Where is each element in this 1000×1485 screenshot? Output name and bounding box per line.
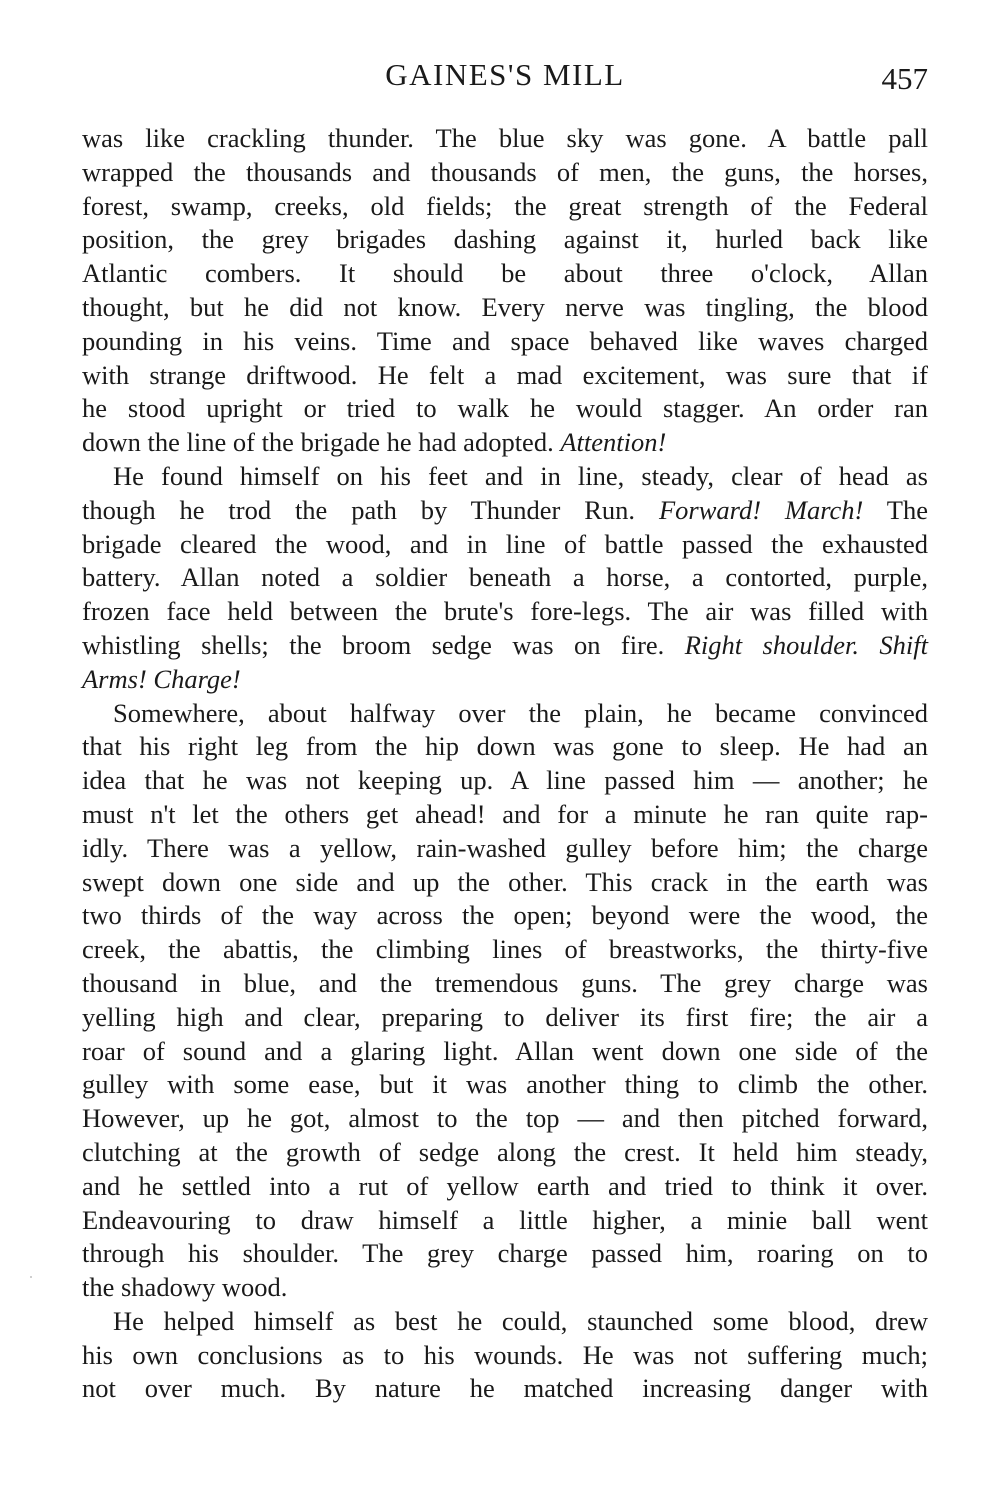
text-line	[82, 1102, 928, 1136]
text-line	[82, 1136, 928, 1170]
text-segment: swept down one side and up the other. This crack in the earth was	[82, 866, 928, 897]
italic-text: Right shoulder. Shift	[684, 629, 928, 660]
running-title: GAINES'S MILL	[385, 57, 625, 92]
text-line	[82, 1339, 928, 1373]
text-line	[82, 426, 928, 460]
text-segment: Atlantic combers. It should be about three o'clock, Allan	[82, 258, 928, 289]
text-segment: his own conclusions as to his wounds. He was not suffering much;	[82, 1339, 928, 1370]
text-segment: forest, swamp, creeks, old fields; the great strength of the Federal	[82, 190, 928, 221]
text-line	[82, 257, 928, 291]
text-line	[82, 1372, 928, 1406]
text-segment: idea that he was not keeping up. A line passed him — another; he	[82, 765, 928, 796]
text-segment: the shadowy wood.	[82, 1272, 288, 1303]
text-line	[82, 798, 928, 832]
text-line	[82, 190, 928, 224]
text-segment: that his right leg from the hip down was gone to sleep. He had an	[82, 731, 928, 762]
text-segment: thought, but he did not know. Every nerve was tingling, the blood	[82, 291, 928, 322]
text-line	[82, 561, 928, 595]
text-segment: thousand in blue, and the tremendous guns. The grey charge was	[82, 967, 928, 998]
italic-text: Arms! Charge!	[82, 663, 241, 694]
text-segment: with strange driftwood. He felt a mad excitement, was sure that if	[82, 359, 928, 390]
body-text	[82, 122, 928, 1406]
page-number: 457	[881, 61, 928, 96]
running-head	[82, 52, 928, 98]
text-segment: whistling shells; the broom sedge was on fire.	[82, 629, 685, 660]
text-line	[82, 1001, 928, 1035]
text-segment: clutching at the growth of sedge along the crest. It held him steady,	[82, 1136, 928, 1167]
text-segment: not over much. By nature he matched increasing danger with	[82, 1373, 928, 1404]
text-segment: position, the grey brigades dashing against it, hurled back like	[82, 224, 928, 255]
text-segment: wrapped the thousands and thousands of men, the guns, the horses,	[82, 156, 928, 187]
text-segment: He helped himself as best he could, staunched some blood, drew	[113, 1305, 928, 1336]
text-segment: two thirds of the way across the open; beyond were the wood, the	[82, 900, 928, 931]
text-segment: brigade cleared the wood, and in line of battle passed the exhausted	[82, 528, 928, 559]
text-line	[82, 528, 928, 562]
text-line	[82, 764, 928, 798]
text-line	[82, 663, 928, 697]
text-line	[82, 1305, 928, 1339]
text-segment: Somewhere, about halfway over the plain, he became convinced	[113, 697, 928, 728]
text-line	[82, 629, 928, 663]
margin-speck	[30, 1276, 32, 1278]
text-line	[82, 392, 928, 426]
text-line	[82, 1035, 928, 1069]
text-segment: The	[863, 494, 928, 525]
text-line	[82, 1237, 928, 1271]
text-line	[82, 595, 928, 629]
text-line	[82, 325, 928, 359]
text-line	[82, 122, 928, 156]
text-line	[82, 899, 928, 933]
text-segment: pounding in his veins. Time and space behaved like waves charged	[82, 325, 928, 356]
text-line	[82, 1068, 928, 1102]
text-line	[82, 223, 928, 257]
text-line	[82, 460, 928, 494]
text-line	[82, 156, 928, 190]
text-segment: Endeavouring to draw himself a little higher, a minie ball went	[82, 1204, 928, 1235]
text-line	[82, 866, 928, 900]
text-segment: must n't let the others get ahead! and for a minute he ran quite rap-	[82, 798, 928, 829]
text-segment: though he trod the path by Thunder Run.	[82, 494, 659, 525]
text-line	[82, 1170, 928, 1204]
text-line	[82, 1271, 928, 1305]
italic-text: Forward! March!	[658, 494, 864, 525]
text-line	[82, 697, 928, 731]
text-line	[82, 832, 928, 866]
italic-text: Attention!	[560, 427, 667, 458]
text-segment: He found himself on his feet and in line, steady, clear of head as	[113, 460, 928, 491]
text-line	[82, 967, 928, 1001]
text-segment: battery. Allan noted a soldier beneath a horse, a contorted, purple,	[82, 562, 928, 593]
text-line	[82, 730, 928, 764]
text-segment: However, up he got, almost to the top — and then pitched forward,	[82, 1103, 928, 1134]
text-segment: roar of sound and a glaring light. Allan went down one side of the	[82, 1035, 928, 1066]
text-segment: idly. There was a yellow, rain-washed gulley before him; the charge	[82, 832, 928, 863]
text-segment: was like crackling thunder. The blue sky was gone. A battle pall	[82, 123, 928, 153]
text-segment: through his shoulder. The grey charge passed him, roaring on to	[82, 1238, 928, 1269]
text-line	[82, 1204, 928, 1238]
text-segment: creek, the abattis, the climbing lines of breastworks, the thirty-five	[82, 934, 928, 965]
text-segment: down the line of the brigade he had adopted.	[82, 427, 561, 458]
text-line	[82, 359, 928, 393]
text-line	[82, 494, 928, 528]
text-segment: frozen face held between the brute's fore-legs. The air was filled with	[82, 596, 928, 627]
text-segment: and he settled into a rut of yellow earth and tried to think it over.	[82, 1170, 928, 1201]
text-segment: yelling high and clear, preparing to deliver its first fire; the air a	[82, 1001, 928, 1032]
text-line	[82, 291, 928, 325]
text-segment: he stood upright or tried to walk he would stagger. An order ran	[82, 393, 928, 424]
text-segment: gulley with some ease, but it was another thing to climb the other.	[82, 1069, 928, 1100]
text-line	[82, 933, 928, 967]
